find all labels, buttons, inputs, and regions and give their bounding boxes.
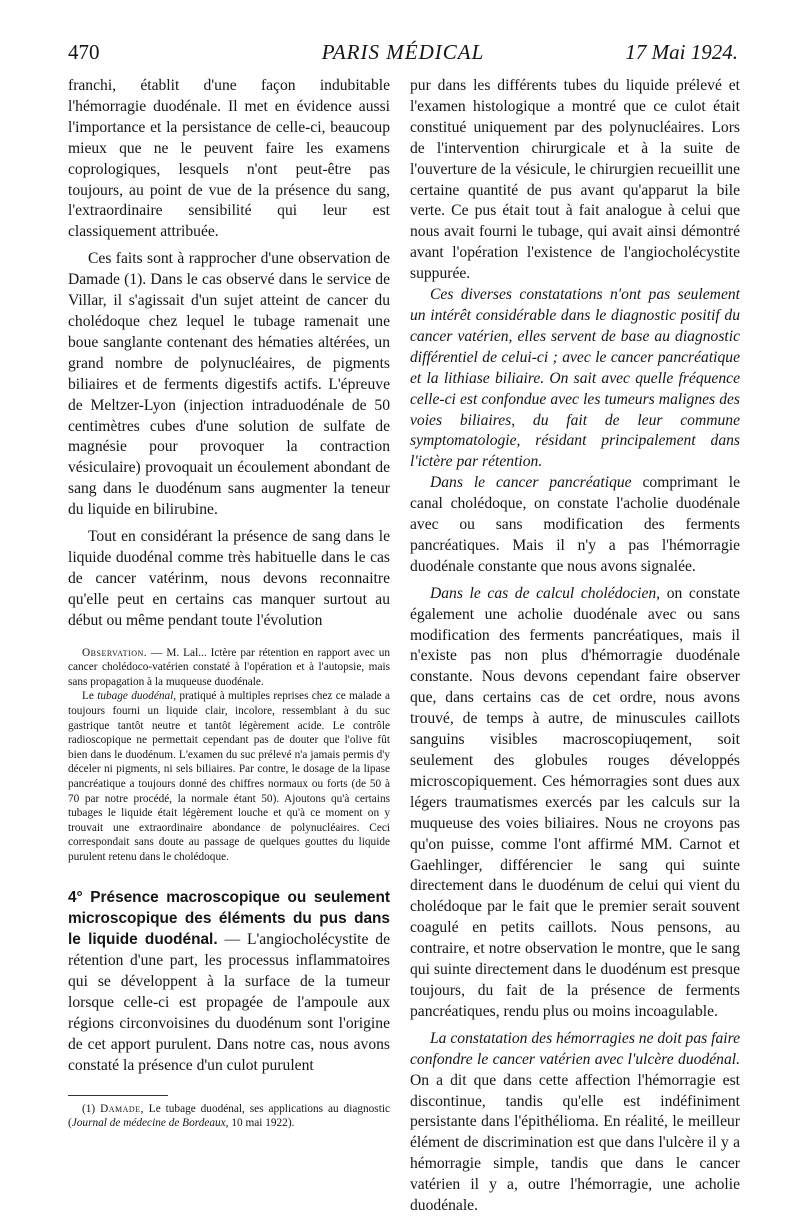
right-paragraph-3: Dans le cancer pancréatique comprimant le canal cholédoque, on constate l'acholie duodénale avec ou sans modification des ferments pancréatiques. Mais il n'y a pas l'hémorragie duodénale constante que nous avons signalée. — [410, 474, 741, 575]
left-column — [68, 76, 390, 1131]
issue-date: 17 Mai 1924. — [625, 40, 738, 64]
footnote: (1) Damade, Le tubage duodénal, ses applications au diagnostic (Journal de médecine de Bordeaux, 10 mai 1922). — [68, 1102, 390, 1130]
italic-block — [410, 285, 740, 473]
journal-title: PARIS MÉDICAL — [321, 40, 485, 64]
observation-paragraph-2: Le tubage duodénal, pratiqué à multiples reprises chez ce malade a toujours fourni un liquide clair, incolore, ressemblant à du suc gastrique tantôt neutre et tantôt légèrement acide. Le contrôle radioscopique ne permettait cependant pas de douter que l'olive fût bien dans le duodénum. L'examen du suc prélevé n'a jamais permis d'y déceler ni pigments, ni sels biliaires. Par contre, le dosage de la lipase pancréatique a toujours donné des chiffres normaux ou forts (de 50 à 70 par notre procédé, la normale étant 50). Ajoutons qu'à certains tubages le liquide était légèrement louche et qu'à ce moment on y trouvait une extraordinaire abondance de polynucléaires. Ceci correspondait sans doute au passage de quelques gouttes du liquide purulent retenu dans le cholédoque. — [68, 690, 390, 863]
right-paragraph-5: La constatation des hémorragies ne doit pas faire confondre le cancer vatérien avec l'ulcère duodénal. On a dit que dans cette affection l'hémorragie est discontinue, tandis qu'elle est indéfiniment persistante dans l'épithélioma. En réalité, le meilleur élément de discrimination est que dans l'ulcère il y a hémorragie simple, tandis que dans le cancer vatérien il y a, outre l'hémorragie, une acholie duodénale. — [410, 1029, 740, 1215]
footnote-rule — [68, 1095, 168, 1096]
section-text: — L'angiocholécystite de rétention d'une part, les processus inflammatoires qui se développent à la surface de la tumeur lorsque celle-ci est propagée de l'ampoule aux régions circonvoisines du duodénum sont l'origine de cet apport purulent. Dans notre cas, nous avons constaté la présence d'un culot purulent — [68, 931, 390, 1074]
observation-label: Observation. — [82, 646, 148, 659]
observation-block — [68, 646, 390, 865]
right-column — [410, 76, 740, 1217]
right-paragraph-1: pur dans les différents tubes du liquide prélevé et l'examen histologique a montré que ce culot était constitué uniquement par des polynucléaires. Lors de l'intervention chirurgicale et à la suite de l'ouverture de la vésicule, le chirurgien recueillit une certaine quantité de pus avant qu'apparut la bile verte. Ce pus était tout à fait analogue à celui que nous avait fourni le tubage, qui avait ainsi démontré avant l'opération l'existence de l'angiocholécystite suppurée. — [410, 77, 740, 283]
page-number: 470 — [68, 40, 100, 64]
left-paragraph-3: Tout en considérant la présence de sang dans le liquide duodénal comme très habituelle dans le cas de cancer vatérinm, nous devons reconnaitre qu'elle peut en certains cas manquer surtout au début ou même pendant toute l'évolution — [68, 528, 390, 629]
right-paragraph-4: Dans le cas de calcul cholédocien, on constate également une acholie duodénale avec ou sans modification des ferments pancréatiques, mais il n'existe pas non plus d'hémorragie duodénale constante. Nous devons cependant faire observer que, dans certains cas de cet ordre, nous avons trouvé, de temps à autre, de minuscules caillots sanguins visibles macroscopiuqement, soit seulement des globules rouges développés microscopiquement. Ces hémorragies sont dues aux légers traumatismes exercés par les calculs sur la muqueuse des voies biliaires. Nous ne croyons pas qu'on puisse, comme l'ont affirmé MM. Carnot et Gaehlinger, différencier le sang qui suinte directement dans le duodénum de celui qui vient du cholédoque par le fait que le premier serait souvent coagulé en petits caillots. Nous pensons, au contraire, et notre observation le montre, que le sang qui suinte directement dans le duodénum est presque toujours, du fait de la présence de ferments pancréatiques, rendu plus ou moins incoagulable. — [410, 584, 741, 1020]
page-header — [68, 40, 738, 70]
left-paragraph-1: franchi, établit d'une façon indubitable l'hémorragie duodénale. Il met en évidence aussi l'importance et la persistance de celle-ci, beaucoup mieux que ne le peuvent faire les examens coprologiques, lesquels n'ont peut-être pas toujours, au point de vue de la présence du sang, l'extraordinaire sensibilité qui leur est classiquement attribuée. — [68, 77, 390, 241]
section-4 — [68, 888, 390, 1076]
left-paragraph-2: Ces faits sont à rapprocher d'une observation de Damade (1). Dans le cas observé dans le service de Villar, il s'agissait d'un sujet atteint de cancer du cholédoque chez lequel le tubage ramenait une boue sanglante contenant des hématies altérées, un grand nombre de polynucléaires, de pigments biliaires et de ferments digestifs actifs. L'épreuve de Meltzer-Lyon (injection intraduodénale de 50 centimètres cubes d'une solution de sulfate de magnésie pour provoquer la contraction vésiculaire) provoquait un écoulement abondant de sang dans le duodénum sans augmenter la teneur du liquide en bilirubine. — [68, 250, 390, 519]
right-paragraph-2: Ces diverses constatations n'ont pas seulement un intérêt considérable dans le diagnostic positif du cancer vatérien, elles servent de base au diagnostic différentiel de celui-ci ; avec le cancer pancréatique et la lithiase biliaire. On sait avec quelle fréquence celle-ci est confondue avec les tumeurs malignes des voies biliaires, du fait de leur commune symptomatologie, résidant principalement dans l'ictère par rétention. — [410, 286, 740, 471]
section-heading: 4° Présence macroscopique ou seulement microscopique des éléments du pus dans le liquide duodénal. — [68, 889, 390, 949]
observation-paragraph-1: Observation. — M. Lal... Ictère par rétention en rapport avec un cancer cholédoco-vatérien constaté à l'opération et à l'autopsie, mais sans propagation à la muqueuse duodénale. — [68, 646, 390, 688]
